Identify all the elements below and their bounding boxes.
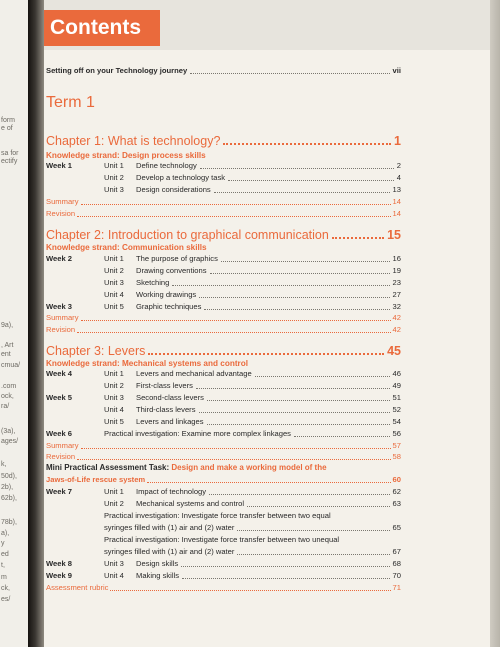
dot-leader	[148, 353, 384, 355]
investigation-1-line2: syringes filled with (1) air and (2) water	[104, 523, 235, 532]
unit-name: Mechanical systems and control	[136, 499, 245, 508]
unit-page: 2	[396, 161, 401, 170]
unit-name: Design considerations	[136, 185, 211, 194]
dot-leader	[209, 487, 389, 495]
unit-name: Design skills	[136, 559, 179, 568]
assessment-page: 71	[392, 583, 401, 592]
toc-entry	[104, 173, 401, 183]
gutter-text: a),	[1, 530, 10, 537]
toc-entry	[104, 405, 401, 415]
toc-entry	[104, 499, 401, 509]
dot-leader	[199, 405, 390, 413]
chapter-page: 45	[387, 344, 401, 358]
dot-leader	[223, 143, 391, 145]
revision-entry	[46, 452, 401, 462]
unit-name: Define technology	[136, 161, 197, 170]
revision-entry	[46, 325, 401, 335]
unit-name: Levers and linkages	[136, 417, 204, 426]
revision-label: Revision	[46, 209, 76, 218]
unit-page: 23	[392, 278, 401, 287]
gutter-text: ock,	[1, 393, 14, 400]
unit-page: 62	[392, 487, 401, 496]
unit-name: Graphic techniques	[136, 302, 202, 311]
revision-label: Revision	[46, 325, 76, 334]
mini-pat-heading	[46, 463, 327, 472]
gutter-text: ent	[1, 351, 11, 358]
toc-entry	[104, 393, 401, 403]
week-label: Week 9	[46, 571, 73, 580]
unit-number: Unit 1	[104, 369, 124, 378]
week-label: Week 3	[46, 302, 73, 311]
dot-leader	[200, 161, 394, 169]
revision-label: Revision	[46, 452, 76, 461]
unit-number: Unit 3	[104, 393, 124, 402]
unit-page: 68	[392, 559, 401, 568]
dot-leader	[81, 197, 391, 205]
dot-leader	[147, 475, 390, 483]
unit-number: Unit 3	[104, 278, 124, 287]
unit-name: Impact of technology	[136, 487, 207, 496]
dot-leader	[237, 547, 389, 555]
week-label: Week 1	[46, 161, 73, 170]
unit-number: Unit 2	[104, 266, 124, 275]
dot-leader	[204, 302, 389, 310]
dot-leader	[110, 583, 390, 591]
dot-leader	[332, 237, 384, 239]
week-label: Week 6	[46, 429, 73, 438]
toc-entry	[104, 429, 401, 439]
unit-name: The purpose of graphics	[136, 254, 218, 263]
gutter-text: sa for	[1, 150, 19, 157]
gutter-text: ed	[1, 551, 9, 558]
toc-entry	[104, 290, 401, 300]
dot-leader	[228, 173, 394, 181]
unit-page: 49	[392, 381, 401, 390]
assessment-entry	[46, 583, 401, 593]
contents-page	[44, 0, 490, 647]
toc-entry	[104, 254, 401, 264]
gutter-text: , Art	[1, 342, 14, 349]
mini-pat-entry	[46, 475, 401, 485]
unit-page: 51	[392, 393, 401, 402]
toc-entry	[104, 559, 401, 569]
dot-leader	[207, 393, 390, 401]
unit-page: 63	[392, 499, 401, 508]
dot-leader	[77, 452, 390, 460]
gutter-text: ages/	[1, 438, 19, 445]
unit-number: Unit 1	[104, 487, 124, 496]
week-label: Week 2	[46, 254, 73, 263]
investigation-2-line2: syringes filled with (1) air and (2) water	[104, 547, 235, 556]
dot-leader	[255, 369, 390, 377]
revision-entry	[46, 209, 401, 219]
intro-label: Setting off on your Technology journey	[46, 66, 188, 75]
toc-entry	[104, 417, 401, 427]
chapter-3-strand: Knowledge strand: Mechanical systems and control	[46, 359, 249, 368]
revision-page: 14	[392, 209, 401, 218]
unit-number: Unit 3	[104, 185, 124, 194]
gutter-text: t,	[1, 562, 5, 569]
summary-entry	[46, 313, 401, 323]
gutter-text: es/	[1, 596, 11, 603]
unit-number: Unit 2	[104, 173, 124, 182]
toc-entry	[104, 161, 401, 171]
unit-page: 16	[392, 254, 401, 263]
gutter-text: ra/	[1, 403, 10, 410]
unit-number: Unit 3	[104, 559, 124, 568]
dot-leader	[81, 313, 391, 321]
investigation-2-page: 67	[392, 547, 401, 556]
intro-entry	[46, 66, 401, 76]
revision-page: 58	[392, 452, 401, 461]
summary-entry	[46, 197, 401, 207]
unit-number: Unit 5	[104, 417, 124, 426]
gutter-text: 9a),	[1, 322, 14, 329]
dot-leader	[81, 441, 391, 449]
unit-number: Unit 1	[104, 161, 124, 170]
dot-leader	[221, 254, 390, 262]
chapter-1-title	[46, 134, 401, 148]
dot-leader	[181, 559, 389, 567]
chapter-page: 1	[394, 134, 401, 148]
unit-page: 19	[392, 266, 401, 275]
toc-entry	[104, 278, 401, 288]
unit-page: 54	[392, 417, 401, 426]
unit-number: Unit 4	[104, 571, 124, 580]
unit-number: Unit 4	[104, 405, 124, 414]
unit-name: Drawing conventions	[136, 266, 207, 275]
gutter-text: y	[1, 540, 5, 547]
week-label: Week 7	[46, 487, 73, 496]
week-label: Week 5	[46, 393, 73, 402]
dot-leader	[172, 278, 389, 286]
toc-entry	[104, 302, 401, 312]
practical-page: 56	[392, 429, 401, 438]
mini-pat-label: Mini Practical Assessment Task:	[46, 463, 170, 472]
summary-page: 14	[392, 197, 401, 206]
unit-number: Unit 2	[104, 499, 124, 508]
week-label: Week 4	[46, 369, 73, 378]
unit-page: 46	[392, 369, 401, 378]
dot-leader	[294, 429, 390, 437]
unit-page: 52	[392, 405, 401, 414]
unit-name: Levers and mechanical advantage	[136, 369, 252, 378]
mini-pat-task: Design and make a working model of the	[171, 463, 327, 472]
summary-label: Summary	[46, 441, 79, 450]
toc-entry	[104, 185, 401, 195]
dot-leader	[214, 185, 390, 193]
unit-number: Unit 4	[104, 290, 124, 299]
gutter-text: cmua/	[1, 362, 21, 369]
toc-entry	[104, 571, 401, 581]
dot-leader	[190, 66, 389, 74]
week-label: Week 8	[46, 559, 73, 568]
dot-leader	[199, 290, 389, 298]
gutter-text: m	[1, 574, 7, 581]
intro-page: vii	[392, 66, 401, 75]
summary-page: 57	[392, 441, 401, 450]
chapter-3-title	[46, 344, 401, 358]
unit-number: Unit 2	[104, 381, 124, 390]
dot-leader	[77, 209, 390, 217]
chapter-title-text: Chapter 2: Introduction to graphical communication	[46, 228, 329, 242]
facing-page-gutter	[0, 0, 29, 647]
summary-label: Summary	[46, 313, 79, 322]
term-heading: Term 1	[46, 94, 95, 111]
gutter-text: ck,	[1, 585, 10, 592]
chapter-1-strand: Knowledge strand: Design process skills	[46, 151, 206, 160]
assessment-label: Assessment rubric	[46, 583, 109, 592]
mini-pat-page: 60	[392, 475, 401, 484]
unit-name: Making skills	[136, 571, 180, 580]
chapter-2-strand: Knowledge strand: Communication skills	[46, 243, 207, 252]
dot-leader	[247, 499, 389, 507]
summary-page: 42	[392, 313, 401, 322]
toc-entry	[104, 266, 401, 276]
gutter-text: 2b),	[1, 484, 14, 491]
summary-entry	[46, 441, 401, 451]
gutter-text: (3a),	[1, 428, 16, 435]
mini-pat-task-line2: Jaws-of-Life rescue system	[46, 475, 146, 484]
gutter-text: .com	[1, 383, 17, 390]
chapter-page: 15	[387, 228, 401, 242]
dot-leader	[77, 325, 390, 333]
dot-leader	[182, 571, 390, 579]
summary-label: Summary	[46, 197, 79, 206]
unit-page: 32	[392, 302, 401, 311]
toc-entry	[104, 381, 401, 391]
investigation-2-line1: Practical investigation: Investigate force transfer between two unequal	[104, 535, 340, 544]
unit-page: 70	[392, 571, 401, 580]
unit-page: 4	[396, 173, 401, 182]
gutter-text: ectify	[1, 158, 18, 165]
investigation-1-line1: Practical investigation: Investigate force transfer between two equal	[104, 511, 331, 520]
gutter-text: form	[1, 117, 15, 124]
unit-name: Third-class levers	[136, 405, 196, 414]
gutter-text: 78b),	[1, 519, 17, 526]
unit-page: 27	[392, 290, 401, 299]
unit-name: Develop a technology task	[136, 173, 226, 182]
dot-leader	[210, 266, 390, 274]
dot-leader	[207, 417, 390, 425]
revision-page: 42	[392, 325, 401, 334]
toc-entry	[104, 369, 401, 379]
gutter-text: 62b),	[1, 495, 17, 502]
dot-leader	[237, 523, 389, 531]
chapter-2-title	[46, 228, 401, 242]
toc-entry	[104, 547, 401, 557]
unit-number: Unit 5	[104, 302, 124, 311]
chapter-title-text: Chapter 3: Levers	[46, 344, 146, 358]
toc-entry	[104, 523, 401, 533]
gutter-text: 50d),	[1, 473, 17, 480]
gutter-text: e of	[1, 125, 13, 132]
unit-page: 13	[392, 185, 401, 194]
toc-entry	[104, 487, 401, 497]
page-edge	[490, 0, 500, 647]
unit-name: Second-class levers	[136, 393, 204, 402]
unit-number: Unit 1	[104, 254, 124, 263]
unit-name: Working drawings	[136, 290, 197, 299]
practical-name: Practical investigation: Examine more complex linkages	[104, 429, 291, 438]
dot-leader	[196, 381, 390, 389]
unit-name: Sketching	[136, 278, 170, 287]
book-spine-shadow	[28, 0, 44, 647]
unit-name: First-class levers	[136, 381, 193, 390]
investigation-1-page: 65	[392, 523, 401, 532]
gutter-text: k,	[1, 461, 7, 468]
chapter-title-text: Chapter 1: What is technology?	[46, 134, 221, 148]
page-title: Contents	[44, 10, 160, 46]
